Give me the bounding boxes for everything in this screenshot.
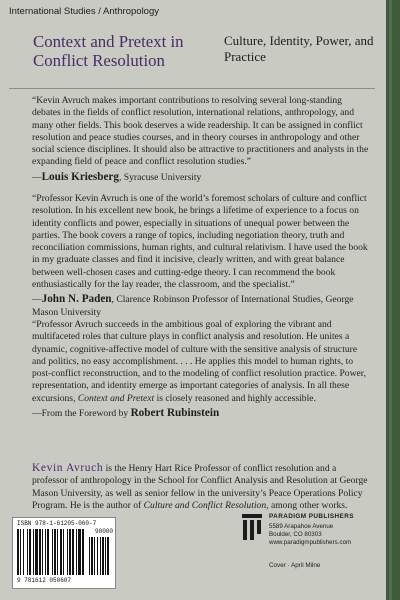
book-subtitle: Culture, Identity, Power, and Practice: [224, 33, 374, 64]
category-label: International Studies / Anthropology: [9, 6, 159, 17]
price-code: 90000: [95, 528, 114, 535]
author-bio: Kevin Avruch is the Henry Hart Rice Professor of conflict resolution and a professor of anthropology in the School for Conflict Analysis and Resolution at George Mason University, as well as senior fellow in the university’s Peace Operations Policy Program. He is the author of Culture and Conflict Resolution, among other works.: [32, 462, 368, 511]
cover-credit: Cover · April Milne: [269, 562, 321, 569]
attribution-name: Louis Kriesberg: [41, 170, 119, 183]
attribution-affiliation: , Clarence Robinson Professor of International Studies, George Mason University: [32, 294, 354, 318]
quote-attribution: [32, 407, 372, 420]
publisher-address: 5589 Arapahoe Avenue Boulder, CO 80303 www.paradigmpublishers.com: [269, 523, 352, 546]
quote-attribution: [32, 171, 372, 184]
quote-attribution: [32, 293, 372, 319]
author-book-title: Culture and Conflict Resolution: [143, 499, 267, 511]
isbn-text: ISBN 978-1-61205-060-7 90000: [17, 520, 114, 535]
attribution-name: Robert Rubinstein: [130, 407, 220, 420]
attribution-prefix: —From the Foreword by: [32, 408, 131, 420]
barcode: [12, 517, 116, 589]
attribution-dash: —: [32, 171, 42, 183]
quote-text: “Kevin Avruch makes important contributions to resolving several long-standing debates in the fields of conflict resolution, international relations, anthropology, and many other fields. This book deserves a wide readership. It can be assigned in conflict resolution and peace studies courses, and in theory courses in anthropology and other social science disciplines. It should also be attractive to practitioners and analysts in the expanding field of peace and conflict resolution studies.”: [32, 95, 369, 168]
barcode-bars-icon: [17, 528, 114, 575]
header-divider: [9, 88, 375, 89]
publisher-logo-icon: [240, 512, 264, 542]
book-title-italic: Context and Pretext: [77, 392, 155, 404]
publisher-name: PARADIGM PUBLISHERS: [269, 513, 354, 520]
quote-text: “Professor Kevin Avruch is one of the world’s foremost scholars of culture and conflict resolution. In his excellent new book, he brings a lifetime of experience to a focus on identity conflicts and power, especially in situations of unequal power between the parties. The book covers a range of topics, including negotiation theory, truth and reconciliation commissions, human rights, and cultural relativism. I have used the book in my graduate classes and find it incisive, clearly written, and with great balance between well-chosen cases and cutting-edge theory. I can recommend the book enthusiastically for the lay reader, the classroom, and the specialist.”: [32, 193, 368, 291]
quote-text: “Professor Avruch succeeds in the ambitious goal of exploring the vibrant and multifaceted roles that culture plays in conflict analysis and resolution. He unites a dynamic, cognitive-affective model of culture with the sensitive analysis of structure and politics, no easy accomplishment. . . . He applies this model to human rights, to post-conflict reconstruction, and to the modeling of conflict resolution practice. Power, representation, and identity emerge as important categories of analysis. In all these excursions, Context and Pretext is closely reasoned and highly accessible.: [32, 319, 366, 404]
endorsement-quote: [32, 193, 372, 319]
attribution-name: John N. Paden: [41, 293, 112, 306]
endorsement-quote: [32, 95, 372, 184]
author-name: Kevin Avruch: [32, 462, 104, 474]
book-title: Context and Pretext in Conflict Resolution: [33, 32, 184, 70]
attribution-affiliation: , Syracuse University: [118, 171, 202, 183]
endorsement-quote: [32, 319, 372, 420]
spine-edge: [386, 0, 400, 600]
barcode-number: 9 781612 050607: [17, 577, 72, 584]
attribution-dash: —: [32, 294, 42, 306]
